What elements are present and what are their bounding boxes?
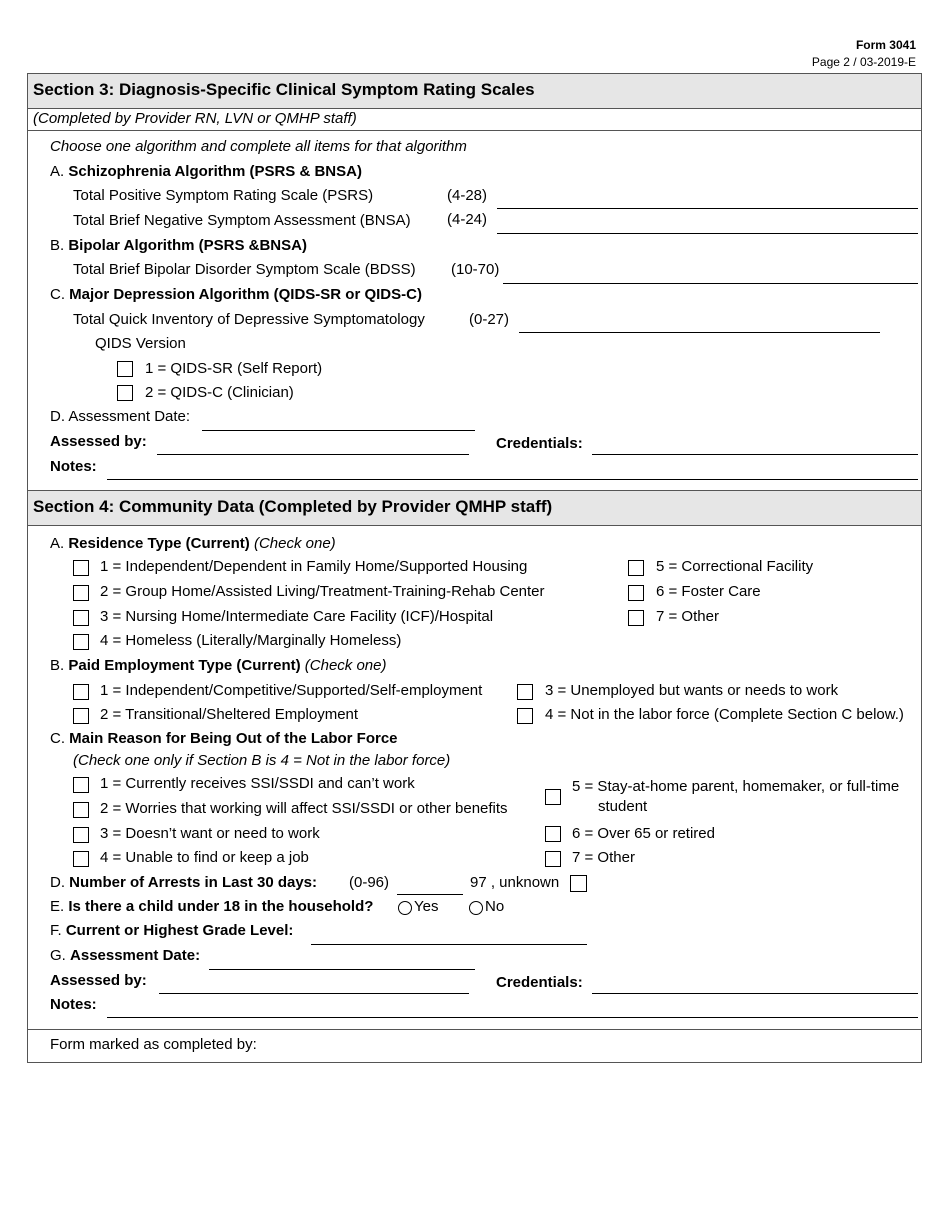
grade-heading bbox=[50, 922, 293, 940]
psrs-label: Total Positive Symptom Rating Scale (PSRS) bbox=[73, 187, 374, 204]
bipolar-heading bbox=[50, 237, 307, 255]
s3-credentials-label: Credentials: bbox=[496, 435, 583, 452]
schizophrenia-heading bbox=[50, 163, 362, 181]
s3-notes-input[interactable] bbox=[107, 479, 918, 480]
s4-notes-label: Notes: bbox=[50, 996, 97, 1013]
schizophrenia-prefix: A. bbox=[50, 163, 69, 180]
bnsa-range: (4-24) bbox=[447, 211, 488, 228]
employment-opt4-checkbox[interactable] bbox=[517, 708, 533, 724]
qids-input[interactable] bbox=[519, 332, 880, 333]
labor-opt4-label: 4 = Unable to find or keep a job bbox=[100, 849, 309, 866]
footer-divider bbox=[27, 1029, 922, 1030]
labor-opt1-checkbox[interactable] bbox=[73, 777, 89, 793]
qids-sr-label: 1 = QIDS-SR (Self Report) bbox=[145, 360, 323, 377]
bdss-label: Total Brief Bipolar Disorder Symptom Scale (BDSS) bbox=[73, 261, 416, 278]
psrs-input[interactable] bbox=[497, 208, 918, 209]
residence-note: (Check one) bbox=[249, 535, 336, 552]
arrests-prefix: D. bbox=[50, 874, 70, 891]
qids-range: (0-27) bbox=[469, 311, 510, 328]
qids-sr-checkbox[interactable] bbox=[117, 361, 133, 377]
labor-opt3-label: 3 = Doesn’t want or need to work bbox=[100, 825, 320, 842]
residence-opt2-label: 2 = Group Home/Assisted Living/Treatment-Training-Rehab Center bbox=[100, 583, 545, 600]
arrests-title: Number of Arrests in Last 30 days: bbox=[69, 874, 318, 891]
employment-title: Paid Employment Type (Current) bbox=[68, 657, 301, 674]
employment-opt3-label: 3 = Unemployed but wants or needs to work bbox=[545, 682, 839, 699]
employment-opt2-checkbox[interactable] bbox=[73, 708, 89, 724]
form-number: Form 3041 bbox=[855, 38, 916, 52]
labor-title: Main Reason for Being Out of the Labor Force bbox=[69, 730, 398, 747]
employment-opt2-label: 2 = Transitional/Sheltered Employment bbox=[100, 706, 359, 723]
employment-note: (Check one) bbox=[300, 657, 387, 674]
depression-heading bbox=[50, 286, 422, 304]
s4-credentials-input[interactable] bbox=[592, 993, 918, 994]
psrs-range: (4-28) bbox=[447, 187, 488, 204]
child-prefix: E. bbox=[50, 898, 69, 915]
qids-version-label: QIDS Version bbox=[95, 335, 186, 352]
residence-opt6-checkbox[interactable] bbox=[628, 585, 644, 601]
residence-opt1-checkbox[interactable] bbox=[73, 560, 89, 576]
s3-assessed-by-input[interactable] bbox=[157, 454, 469, 455]
arrests-range: (0-96) bbox=[349, 874, 390, 891]
bnsa-label: Total Brief Negative Symptom Assessment (BNSA) bbox=[73, 212, 411, 229]
labor-opt1-label: 1 = Currently receives SSI/SSDI and can’t work bbox=[100, 775, 415, 792]
section3-divider bbox=[27, 130, 922, 131]
residence-opt5-label: 5 = Correctional Facility bbox=[656, 558, 814, 575]
section3-instruction: Choose one algorithm and complete all items for that algorithm bbox=[50, 138, 467, 155]
section3-completed-by: (Completed by Provider RN, LVN or QMHP staff) bbox=[33, 110, 357, 127]
s3-assessed-by-label: Assessed by: bbox=[50, 433, 147, 450]
residence-opt5-checkbox[interactable] bbox=[628, 560, 644, 576]
labor-opt6-label: 6 = Over 65 or retired bbox=[572, 825, 715, 842]
labor-note: (Check one only if Section B is 4 = Not in the labor force) bbox=[73, 752, 451, 769]
labor-opt4-checkbox[interactable] bbox=[73, 851, 89, 867]
child-yes-radio[interactable] bbox=[398, 901, 412, 915]
child-no-label: No bbox=[485, 898, 505, 915]
bdss-range: (10-70) bbox=[451, 261, 500, 278]
residence-opt6-label: 6 = Foster Care bbox=[656, 583, 761, 600]
grade-input[interactable] bbox=[311, 944, 587, 945]
labor-opt5-label-line2: student bbox=[598, 798, 648, 815]
residence-opt3-label: 3 = Nursing Home/Intermediate Care Facility (ICF)/Hospital bbox=[100, 608, 494, 625]
depression-title: Major Depression Algorithm (QIDS-SR or QIDS-C) bbox=[69, 286, 422, 303]
depression-prefix: C. bbox=[50, 286, 70, 303]
page-info: Page 2 / 03-2019-E bbox=[811, 55, 916, 69]
bnsa-input[interactable] bbox=[497, 233, 918, 234]
bipolar-title: Bipolar Algorithm (PSRS &BNSA) bbox=[68, 237, 307, 254]
residence-opt7-label: 7 = Other bbox=[656, 608, 719, 625]
child-heading bbox=[50, 898, 373, 916]
section3-title: Section 3: Diagnosis-Specific Clinical Symptom Rating Scales bbox=[27, 73, 922, 109]
residence-prefix: A. bbox=[50, 535, 69, 552]
grade-title: Current or Highest Grade Level: bbox=[65, 922, 294, 939]
arrests-unknown-label: 97 , unknown bbox=[470, 874, 560, 891]
grade-prefix: F. bbox=[50, 922, 66, 939]
labor-opt7-checkbox[interactable] bbox=[545, 851, 561, 867]
labor-opt6-checkbox[interactable] bbox=[545, 826, 561, 842]
s3-notes-label: Notes: bbox=[50, 458, 97, 475]
labor-opt5-checkbox[interactable] bbox=[545, 789, 561, 805]
arrests-heading bbox=[50, 874, 317, 892]
s4-assessed-by-label: Assessed by: bbox=[50, 972, 147, 989]
section4-title: Section 4: Community Data (Completed by Provider QMHP staff) bbox=[27, 490, 922, 526]
qids-label: Total Quick Inventory of Depressive Symptomatology bbox=[73, 311, 425, 328]
residence-opt3-checkbox[interactable] bbox=[73, 610, 89, 626]
labor-heading bbox=[50, 730, 398, 748]
employment-prefix: B. bbox=[50, 657, 69, 674]
s4-date-prefix: G. bbox=[50, 947, 71, 964]
s4-credentials-label: Credentials: bbox=[496, 974, 583, 991]
labor-opt2-checkbox[interactable] bbox=[73, 802, 89, 818]
labor-opt5-label-line1: 5 = Stay-at-home parent, homemaker, or full-time bbox=[572, 778, 900, 795]
labor-prefix: C. bbox=[50, 730, 70, 747]
residence-opt7-checkbox[interactable] bbox=[628, 610, 644, 626]
s3-credentials-input[interactable] bbox=[592, 454, 918, 455]
employment-heading bbox=[50, 657, 386, 675]
labor-opt7-label: 7 = Other bbox=[572, 849, 635, 866]
s4-notes-input[interactable] bbox=[107, 1017, 918, 1018]
s3-assessment-date-input[interactable] bbox=[202, 430, 475, 431]
s3-assessment-date-label: D. Assessment Date: bbox=[50, 408, 191, 425]
child-title: Is there a child under 18 in the household? bbox=[68, 898, 374, 915]
bipolar-prefix: B. bbox=[50, 237, 69, 254]
s4-assessment-date-input[interactable] bbox=[209, 969, 475, 970]
residence-heading bbox=[50, 535, 336, 553]
qids-c-checkbox[interactable] bbox=[117, 385, 133, 401]
residence-opt2-checkbox[interactable] bbox=[73, 585, 89, 601]
residence-title: Residence Type (Current) bbox=[68, 535, 250, 552]
s4-date-title: Assessment Date: bbox=[70, 947, 201, 964]
employment-opt1-checkbox[interactable] bbox=[73, 684, 89, 700]
completed-by-label: Form marked as completed by: bbox=[50, 1036, 257, 1053]
child-no-radio[interactable] bbox=[469, 901, 483, 915]
arrests-unknown-checkbox[interactable] bbox=[570, 875, 587, 892]
labor-opt2-label: 2 = Worries that working will affect SSI/SSDI or other benefits bbox=[100, 800, 508, 817]
child-yes-label: Yes bbox=[414, 898, 439, 915]
s4-date-heading bbox=[50, 947, 200, 965]
s4-assessed-by-input[interactable] bbox=[159, 993, 469, 994]
schizophrenia-title: Schizophrenia Algorithm (PSRS & BNSA) bbox=[68, 163, 362, 180]
residence-opt1-label: 1 = Independent/Dependent in Family Home/Supported Housing bbox=[100, 558, 528, 575]
residence-opt4-label: 4 = Homeless (Literally/Marginally Homeless) bbox=[100, 632, 402, 649]
employment-opt3-checkbox[interactable] bbox=[517, 684, 533, 700]
arrests-input[interactable] bbox=[397, 894, 463, 895]
bdss-input[interactable] bbox=[503, 283, 918, 284]
employment-opt4-label: 4 = Not in the labor force (Complete Section C below.) bbox=[545, 706, 904, 723]
qids-c-label: 2 = QIDS-C (Clinician) bbox=[145, 384, 294, 401]
residence-opt4-checkbox[interactable] bbox=[73, 634, 89, 650]
labor-opt3-checkbox[interactable] bbox=[73, 827, 89, 843]
employment-opt1-label: 1 = Independent/Competitive/Supported/Self-employment bbox=[100, 682, 483, 699]
